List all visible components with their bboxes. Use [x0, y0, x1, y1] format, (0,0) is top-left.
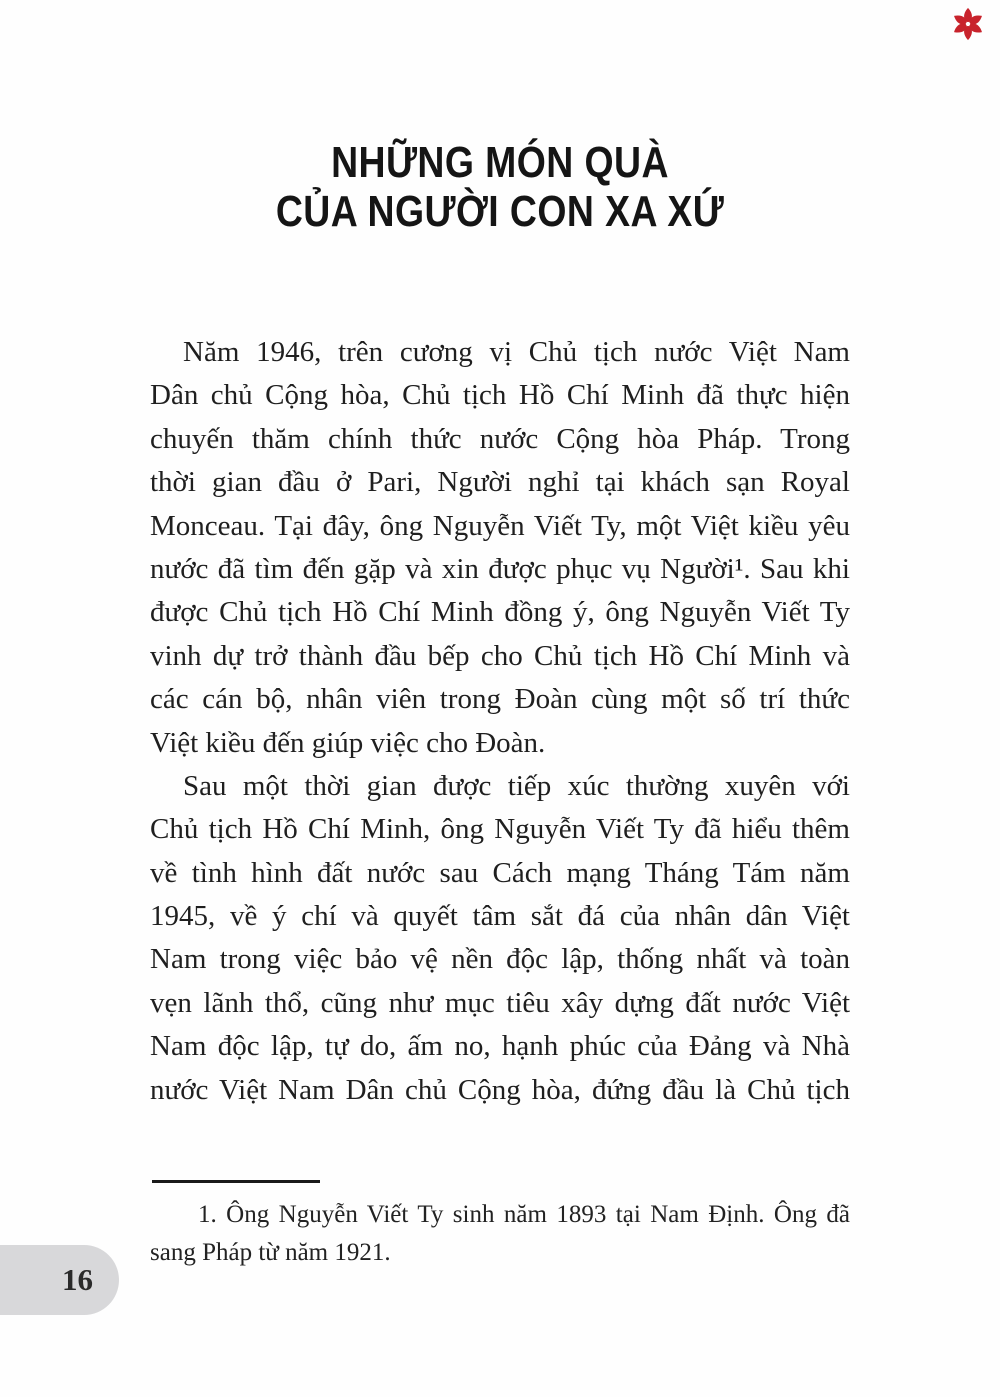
- paragraph-1-line: thời gian đầu ở Pari, Người nghỉ tại khách sạn Royal: [150, 466, 850, 499]
- footnote-line: sang Pháp từ năm 1921.: [150, 1238, 391, 1266]
- paragraph-2-line: nước Việt Nam Dân chủ Cộng hòa, đứng đầu là Chủ tịch: [150, 1073, 850, 1106]
- chapter-title: [0, 138, 1000, 236]
- paragraph-1-line: vinh dự trở thành đầu bếp cho Chủ tịch Hồ Chí Minh và: [150, 639, 850, 672]
- paragraph-2-line: về tình hình đất nước sau Cách mạng Tháng Tám năm: [150, 856, 850, 889]
- paragraph-1-line: nước đã tìm đến gặp và xin được phục vụ Người¹. Sau khi: [150, 552, 850, 585]
- paragraph-2-line: 1945, về ý chí và quyết tâm sắt đá của nhân dân Việt: [150, 900, 850, 933]
- footnote-divider: [152, 1180, 320, 1183]
- paragraph-1-line: được Chủ tịch Hồ Chí Minh đồng ý, ông Nguyễn Viết Ty: [150, 596, 850, 629]
- paragraph-2-line: vẹn lãnh thổ, cũng như mục tiêu xây dựng đất nước Việt: [150, 986, 850, 1019]
- paragraph-1-line: Dân chủ Cộng hòa, Chủ tịch Hồ Chí Minh đã thực hiện: [150, 379, 850, 412]
- footnote-line: 1. Ông Nguyễn Viết Ty sinh năm 1893 tại Nam Định. Ông đã: [198, 1201, 850, 1228]
- paragraph-2-line: Nam trong việc bảo vệ nền độc lập, thống nhất và toàn: [150, 943, 850, 976]
- paragraph-2-line: Nam độc lập, tự do, ấm no, hạnh phúc của Đảng và Nhà: [150, 1030, 850, 1063]
- paragraph-1-line: Năm 1946, trên cương vị Chủ tịch nước Việt Nam: [183, 336, 850, 368]
- chapter-title-line-1: NHỮNG MÓN QUÀ: [331, 138, 669, 187]
- body-text: [150, 331, 850, 1112]
- page-number: 16: [62, 1262, 93, 1297]
- chapter-title-line-2: CỦA NGƯỜI CON XA XỨ: [275, 187, 725, 236]
- paragraph-1-line: Monceau. Tại đây, ông Nguyễn Viết Ty, một Việt kiều yêu: [150, 509, 850, 542]
- flower-ornament-icon: [949, 5, 987, 43]
- paragraph-1-line: các cán bộ, nhân viên trong Đoàn cùng một số trí thức: [150, 683, 850, 716]
- paragraph-2-line: Sau một thời gian được tiếp xúc thường xuyên với: [183, 769, 850, 802]
- paragraph-2-line: Chủ tịch Hồ Chí Minh, ông Nguyễn Viết Ty đã hiểu thêm: [150, 813, 850, 846]
- paragraph-1-line: chuyến thăm chính thức nước Cộng hòa Pháp. Trong: [150, 422, 850, 455]
- page-number-pill: [0, 1245, 119, 1315]
- footnote: [150, 1196, 850, 1271]
- paragraph-1-line: Việt kiều đến giúp việc cho Đoàn.: [150, 726, 546, 759]
